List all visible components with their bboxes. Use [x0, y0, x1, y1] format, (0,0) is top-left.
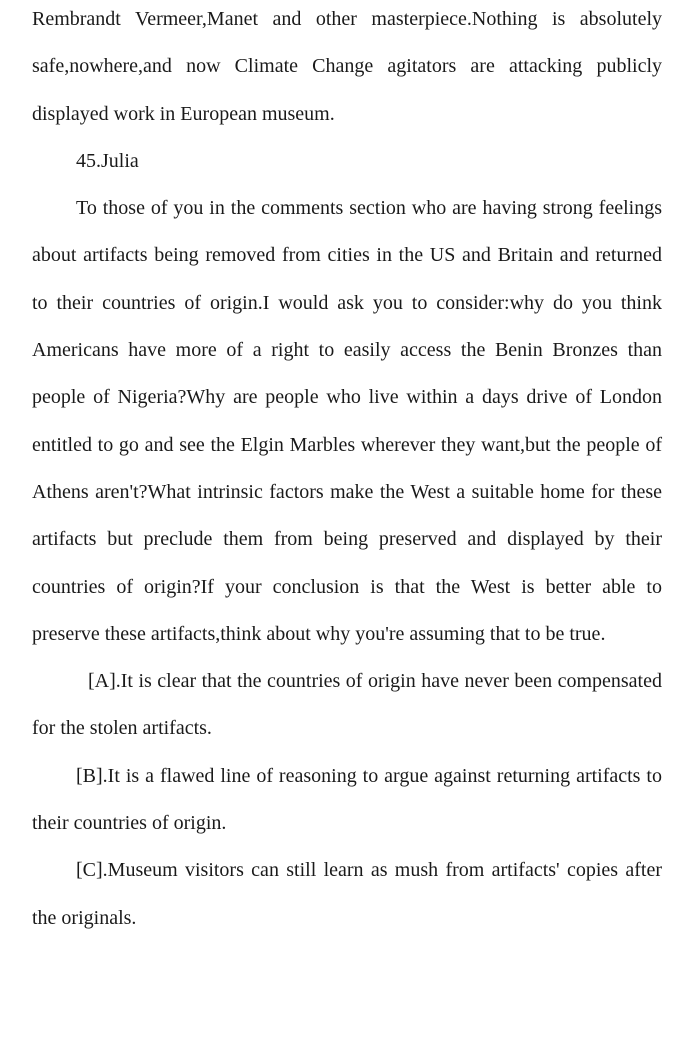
commenter-heading: 45.Julia	[76, 149, 139, 172]
option-c-label: [C].	[76, 859, 108, 882]
option-b	[32, 753, 662, 848]
option-a	[32, 658, 662, 753]
paragraph-continued: Rembrandt Vermeer,Manet and other masterpiece.Nothing is absolutely safe,nowhere,and now Climate Change agitators are attacking publicly displayed work in European museum.	[32, 8, 662, 125]
document-page	[32, 0, 662, 942]
option-c	[32, 847, 662, 942]
paragraph-comment: To those of you in the comments section who are having strong feelings about artifacts being removed from cities in the US and Britain and returned to their countries of origin.I would ask you to consider:why do you think Americans have more of a right to easily access the Benin Bronzes than people of Nigeria?Why are people who live within a days drive of London entitled to go and see the Elgin Marbles wherever they want,but the people of Athens aren't?What intrinsic factors make the West a suitable home for these artifacts but preclude them from being preserved and displayed by their countries of origin?If your conclusion is that the West is better able to preserve these artifacts,think about why you're assuming that to be true.	[32, 197, 662, 645]
option-b-text: It is a flawed line of reasoning to argue against returning artifacts to their countries of origin.	[32, 764, 662, 835]
option-a-label: [A].	[88, 670, 121, 693]
option-c-text: Museum visitors can still learn as mush from artifacts' copies after the originals.	[32, 859, 662, 929]
option-b-label: [B].	[76, 764, 108, 787]
option-a-text: It is clear that the countries of origin have never been compensated for the stolen artifacts.	[32, 670, 662, 740]
